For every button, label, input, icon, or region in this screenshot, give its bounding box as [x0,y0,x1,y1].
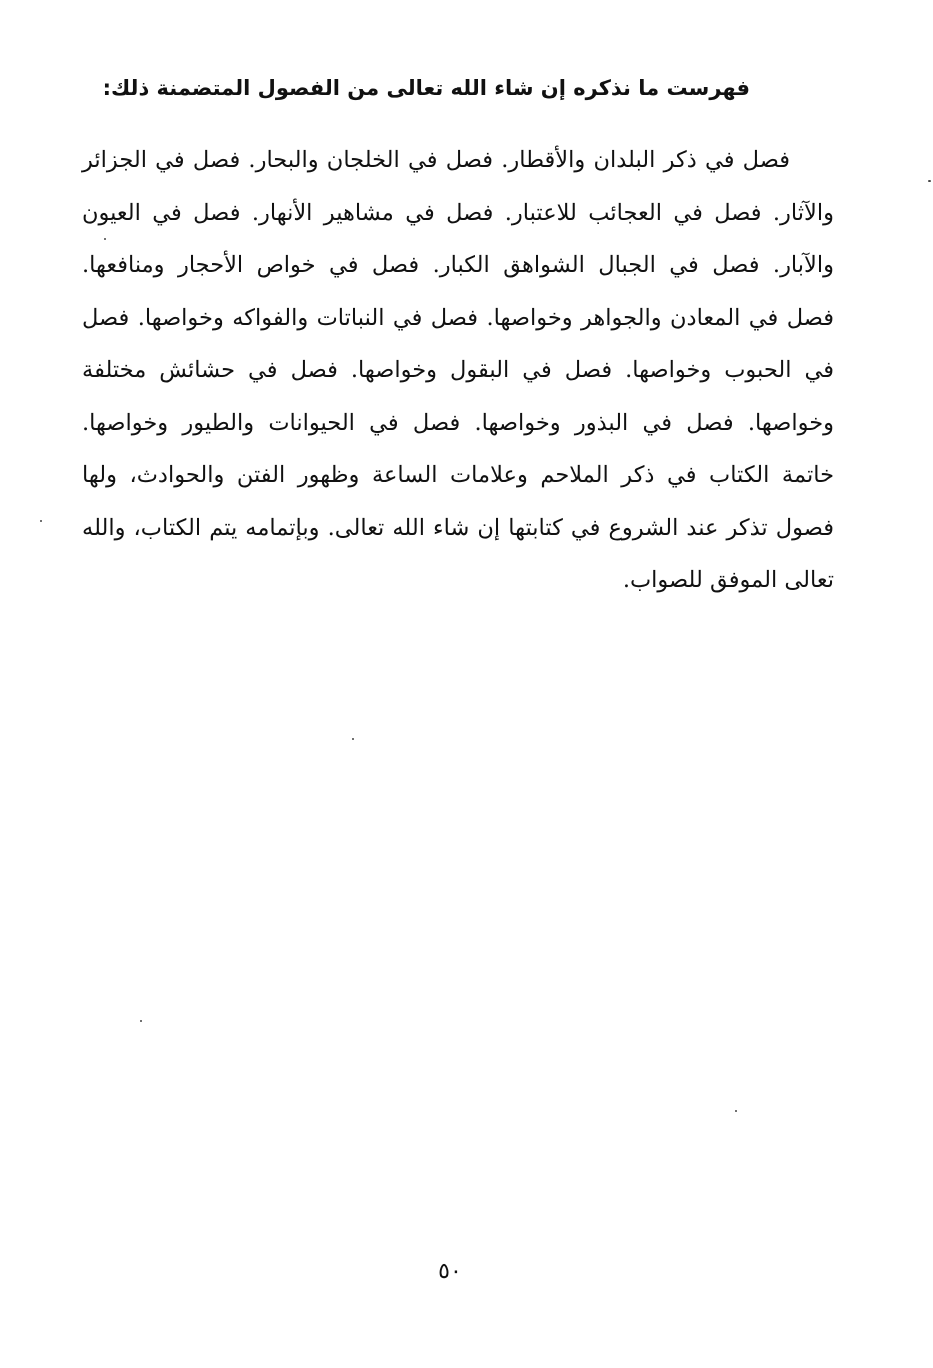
text-line: فصل في المعادن والجواهر وخواصها. فصل في النباتات والفواكه وخواصها. فصل [82,304,834,331]
text-line: فصل في ذكر البلدان والأقطار. فصل في الخلجان والبحار. فصل في الجزائر [82,147,790,173]
body-paragraph [82,134,834,607]
scan-speck [104,238,106,240]
scan-speck [140,1020,142,1022]
text-line: خاتمة الكتاب في ذكر الملاحم وعلامات الساعة وظهور الفتن والحوادث، ولها [82,462,835,488]
scan-speck [735,1110,737,1112]
text-line: فصول تذكر عند الشروع في كتابتها إن شاء الله تعالى. وبإتمامه يتم الكتاب، والله [82,514,834,541]
scan-speck [928,180,931,182]
text-line: وخواصها. فصل في البذور وخواصها. فصل في الحيوانات والطيور وخواصها. [82,409,834,436]
text-line: في الحبوب وخواصها. فصل في البقول وخواصها. فصل في حشائش مختلفة [82,357,834,383]
text-line: تعالى الموفق للصواب. [622,567,834,593]
text-line: والآثار. فصل في العجائب للاعتبار. فصل في مشاهير الأنهار. فصل في العيون [82,199,834,226]
text-line: والآبار. فصل في الجبال الشواهق الكبار. فصل في خواص الأحجار ومنافعها. [82,252,834,278]
page-title: فهرست ما نذكره إن شاء الله تعالى من الفصول المتضمنة ذلك: [102,76,750,100]
scan-speck [352,738,354,740]
page-number: ٥٠ [438,1259,462,1284]
scan-speck [40,520,42,522]
